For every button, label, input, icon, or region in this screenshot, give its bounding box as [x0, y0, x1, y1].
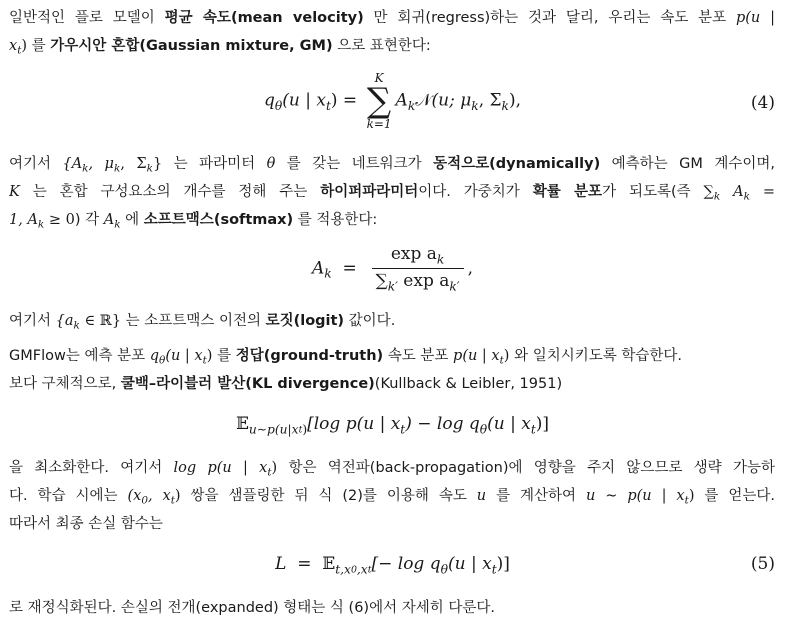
paragraph-coefficients-line-2: K 는 혼합 구성요소의 개수를 정해 주는 하이퍼파라미터이다. 가중치가 확률 분포가 되도록(즉 $\sum_k$ $A_k$ =	[9, 184, 775, 203]
paragraph-gmflow-line-2: 보다 구체적으로, 쿨백–라이블러 발산(KL divergence)(Kullback & Leibler, 1951)	[9, 376, 563, 392]
equation-5: L = 𝔼$_{t,x0,xt}$[− $\log q_\theta(u$ | $x_t$)]	[275, 554, 510, 577]
bold-gaussian-mixture: 가우시안 혼합(Gaussian mixture, GM)	[50, 38, 333, 54]
paragraph-reformulated: 로 재정식화된다. 손실의 전개(expanded) 형태는 식 (6)에서 자세히 다룬다.	[9, 600, 495, 616]
equation-kl-divergence: 𝔼$_{u\sim p(u|xt)}$[log p(u | $x_t) - \log q_\theta(u$ | $x_t$)]	[235, 414, 550, 437]
summation-symbol: K ∑ k=1	[366, 71, 392, 131]
softmax-fraction: $\frac{\exp a_k}{\sum_{k'} \exp a_{k'}}$	[372, 244, 464, 294]
equation-number-5: (5)	[750, 554, 775, 574]
equation-number-4: (4)	[750, 93, 775, 113]
equation-4: $q_\theta(u$ | $x_t$) = K ∑ k=1 $A_k𝒩(u$; $\mu_k$, $\Sigma_k$),	[263, 71, 522, 131]
paragraph-minimize-line-2: 다. 학습 시에는 ($x_0$, $x_t$) 쌍을 샘플링한 뒤 식 (2)를 이용해 속도 u 를 계산하여 u ∼ p(u | $x_t$) 를 얻는다.	[9, 488, 775, 507]
paragraph-minimize-line-3: 따라서 최종 손실 함수는	[9, 516, 163, 532]
paragraph-coefficients-line-1: 여기서 {$A_k$, $\mu_k$, $\Sigma_k$} 는 파라미터 θ 를 갖는 네트워크가 동적으로(dynamically) 예측하는 GM 계수이며,	[9, 156, 775, 175]
equation-softmax: $A_k$ = $\frac{\exp a_k}{\sum_{k'} \exp a_{k'}}$ ,	[311, 244, 473, 294]
paragraph-gmflow-line-1: GMFlow는 예측 분포 $q_\theta(u$ | $x_t$) 를 정답(ground-truth) 속도 분포 p(u | $x_t$) 와 일치시키도록 학습한다.	[9, 348, 682, 367]
paragraph-coefficients-line-3: 1, $A_k \ge 0$) 각 $A_k$ 에 소프트맥스(softmax) 를 적용한다:	[9, 212, 378, 231]
paragraph-intro-line-1: 일반적인 플로 모델이 평균 속도(mean velocity) 만 회귀(regress)하는 것과 달리, 우리는 속도 분포 p(u |	[9, 10, 775, 26]
paragraph-minimize-line-1: 을 최소화한다. 여기서 log p(u | $x_t$) 항은 역전파(back-propagation)에 영향을 주지 않으므로 생략 가능하	[9, 460, 775, 479]
paragraph-logit: 여기서 {$a_k$ ∈ ℝ} 는 소프트맥스 이전의 로짓(logit) 값이다.	[9, 313, 396, 332]
paragraph-intro-line-2: $x_t$) 를 가우시안 혼합(Gaussian mixture, GM) 으로 표현한다:	[9, 38, 431, 57]
bold-mean-velocity: 평균 속도(mean velocity)	[164, 10, 364, 26]
